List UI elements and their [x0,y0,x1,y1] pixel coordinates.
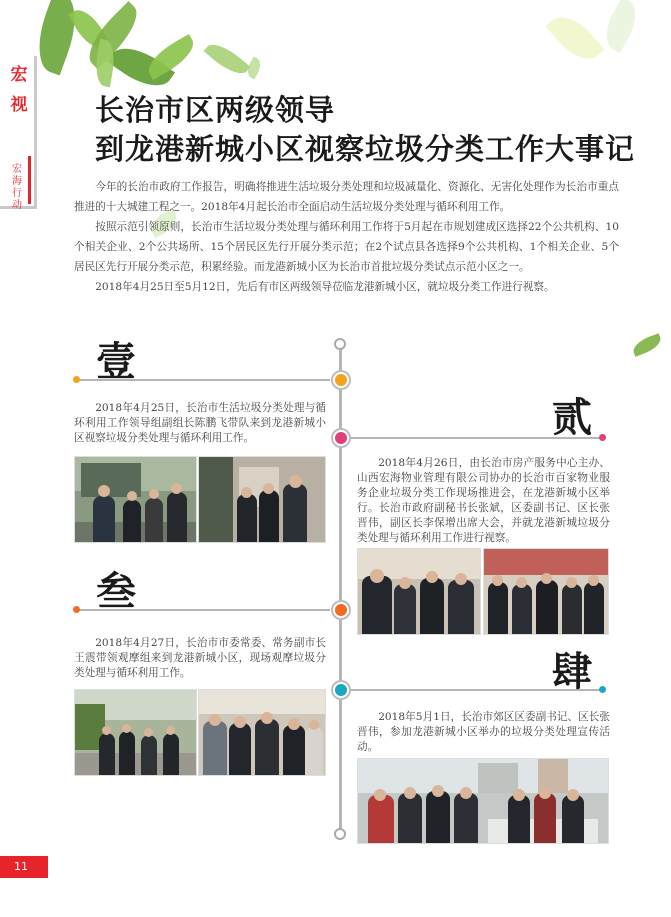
event-photo [198,689,326,776]
event-description-4: 2018年5月1日，长治市郊区区委副书记、区长张晋伟，参加龙港新城小区举办的垃圾分类处理宣传活动。 [357,711,610,753]
section-tab [0,56,37,209]
event-numeral-4: 肆 [552,648,592,695]
timeline-node-1 [331,370,351,390]
event-numeral-3: 叁 [96,568,136,615]
event-numeral-2: 贰 [552,394,592,441]
connector-dot [73,606,80,613]
section-accent-bar [28,156,31,204]
intro-paragraph: 2018年4月25日至5月12日，先后有市区两级领导莅临龙港新城小区，就垃圾分类工作进行视察。 [95,281,555,293]
timeline-end-node [334,828,346,840]
event-photo [483,548,609,635]
page-number: 11 [14,860,28,873]
connector-dot [73,376,80,383]
timeline-start-node [334,338,346,350]
connector-dot [599,434,606,441]
event-photo [198,456,326,543]
timeline-axis [339,348,342,836]
page-number-badge [0,856,48,878]
connector-dot [599,686,606,693]
event-photo [357,758,609,844]
page-title-line-1: 长治市区两级领导 [95,93,336,127]
event-photo [357,548,481,635]
timeline-node-3 [331,600,351,620]
intro-paragraph: 按照示范引领原则，长治市生活垃圾分类处理与循环利用工作将于5月起在市规划建成区选择22个公共机构、10个相关企业、2个公共场所、15个居民区先行开展分类示范；在2个试点县各选择9个公共机构、1个相关企业、5个居民区先行开展分类示范，积累经验。而龙港新城小区为长治市首批垃圾分类试点示范小区之一。 [74,221,619,273]
intro-paragraph: 今年的长治市政府工作报告，明确将推进生活垃圾分类处理和垃圾减量化、资源化、无害化处理作为长治市重点推进的十大城建工程之一。2018年4月起长治市全面启动生活垃圾分类处理与循环利用工作。 [74,181,619,213]
section-label: 宏视 [10,65,28,115]
event-description-1: 2018年4月25日，长治市生活垃圾分类处理与循环利用工作领导组副组长陈鹏飞带队来到龙港新城小区视察垃圾分类处理与循环利用工作。 [74,402,326,444]
intro-text [74,177,619,297]
event-description-2: 2018年4月26日，由长治市房产服务中心主办、山西宏海物业管理有限公司协办的长治市百家物业服务企业垃圾分类工作现场推进会，在龙港新城小区举行。长治市政府副秘书长张斌，区委副书记、区长张晋伟，副区长李保增出席大会，并就龙港新城垃圾分类处理与循环利用工作进行视察。 [357,457,610,544]
event-photo [74,689,197,776]
timeline-node-2 [331,428,351,448]
event-photo [74,456,197,543]
event-numeral-1: 壹 [96,338,136,385]
sub-section-label: 宏海行动 [12,164,22,211]
page-title-line-2: 到龙港新城小区视察垃圾分类工作大事记 [95,132,636,166]
event-description-3: 2018年4月27日，长治市市委常委、常务副市长王震带领观摩组来到龙港新城小区，现场观摩垃圾分类处理与循环利用工作。 [74,637,326,679]
timeline-node-4 [331,680,351,700]
